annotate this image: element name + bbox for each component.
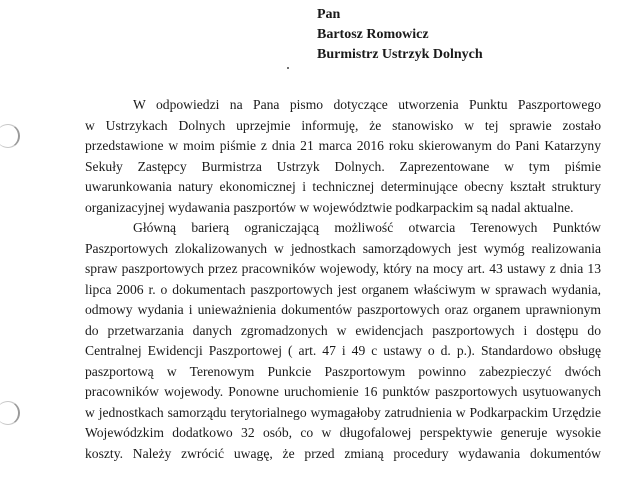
body-line: Centralnej Ewidencji Paszportowej ( art. 47 i 49 c ustawy o d. p.). Standardowo obsługę: [85, 343, 601, 358]
body-line: Paszportowych zlokalizowanych w jednostkach samorządowych jest wymóg realizowania: [85, 240, 601, 256]
body-line: lipca 2006 r. o dokumentach paszportowych jest organem właściwym w sprawach wydania,: [85, 281, 601, 297]
body-line: Sekuły Zastępcy Burmistrza Ustrzyk Dolnych. Zaprezentowane w tym piśmie: [85, 158, 601, 174]
paragraph-2: [85, 218, 601, 464]
addressee-block: [317, 5, 483, 65]
body-line: koszty. Należy zwrócić uwagę, że przed zmianą procedury wydawania dokumentów: [85, 445, 601, 461]
body-line: paszportową w Terenowym Punkcie Paszportowym powinno zabezpieczyć dwóch: [85, 363, 601, 379]
addressee-name: Bartosz Romowicz: [317, 27, 429, 42]
body-line: w jednostkach samorządu terytorialnego wymagałoby zatrudnienia w Podkarpackim Urzędzie: [85, 404, 601, 420]
body-line: pracowników wojewody. Ponowne uruchomienie 16 punktów paszportowych usytuowanych: [85, 384, 601, 399]
paragraph-1: [85, 95, 601, 218]
body-line: W odpowiedzi na Pana pismo dotyczące utworzenia Punktu Paszportowego: [133, 97, 601, 112]
punch-hole-mark: [0, 124, 20, 148]
body-line: w Ustrzykach Dolnych uprzejmie informuję, że stanowisko w tej sprawie zostało: [85, 117, 601, 133]
letter-body: [85, 95, 601, 464]
body-line: Główną barierą ograniczającą możliwość otwarcia Terenowych Punktów: [133, 220, 601, 235]
addressee-salutation: Pan: [317, 7, 341, 22]
addressee-title: Burmistrz Ustrzyk Dolnych: [317, 47, 483, 62]
body-line: do przetwarzania danych zgromadzonych w ewidencjach paszportowych i dostępu do: [85, 322, 601, 338]
body-line: przedstawione w moim piśmie z dnia 21 marca 2016 roku skierowanym do Pani Katarzyny: [85, 138, 601, 153]
body-line: odmowy wydania i unieważnienia dokumentów paszportowych oraz organem uprawnionym: [85, 302, 601, 317]
body-line: Wojewódzkim dodatkowo 32 osób, co w długofalowej perspektywie generuje wysokie: [85, 425, 601, 440]
stray-dot-mark: [287, 67, 289, 69]
body-line: uwarunkowania natury ekonomicznej i technicznej determinujące obecny kształt struktury: [85, 179, 601, 194]
body-line: spraw paszportowych przez pracowników wojewody, który na mocy art. 43 ustawy z dnia 13: [85, 261, 601, 276]
punch-hole-mark: [0, 401, 20, 425]
body-line: organizacyjnej wydawania paszportów w województwie podkarpackim są nadal aktualne.: [85, 199, 574, 215]
